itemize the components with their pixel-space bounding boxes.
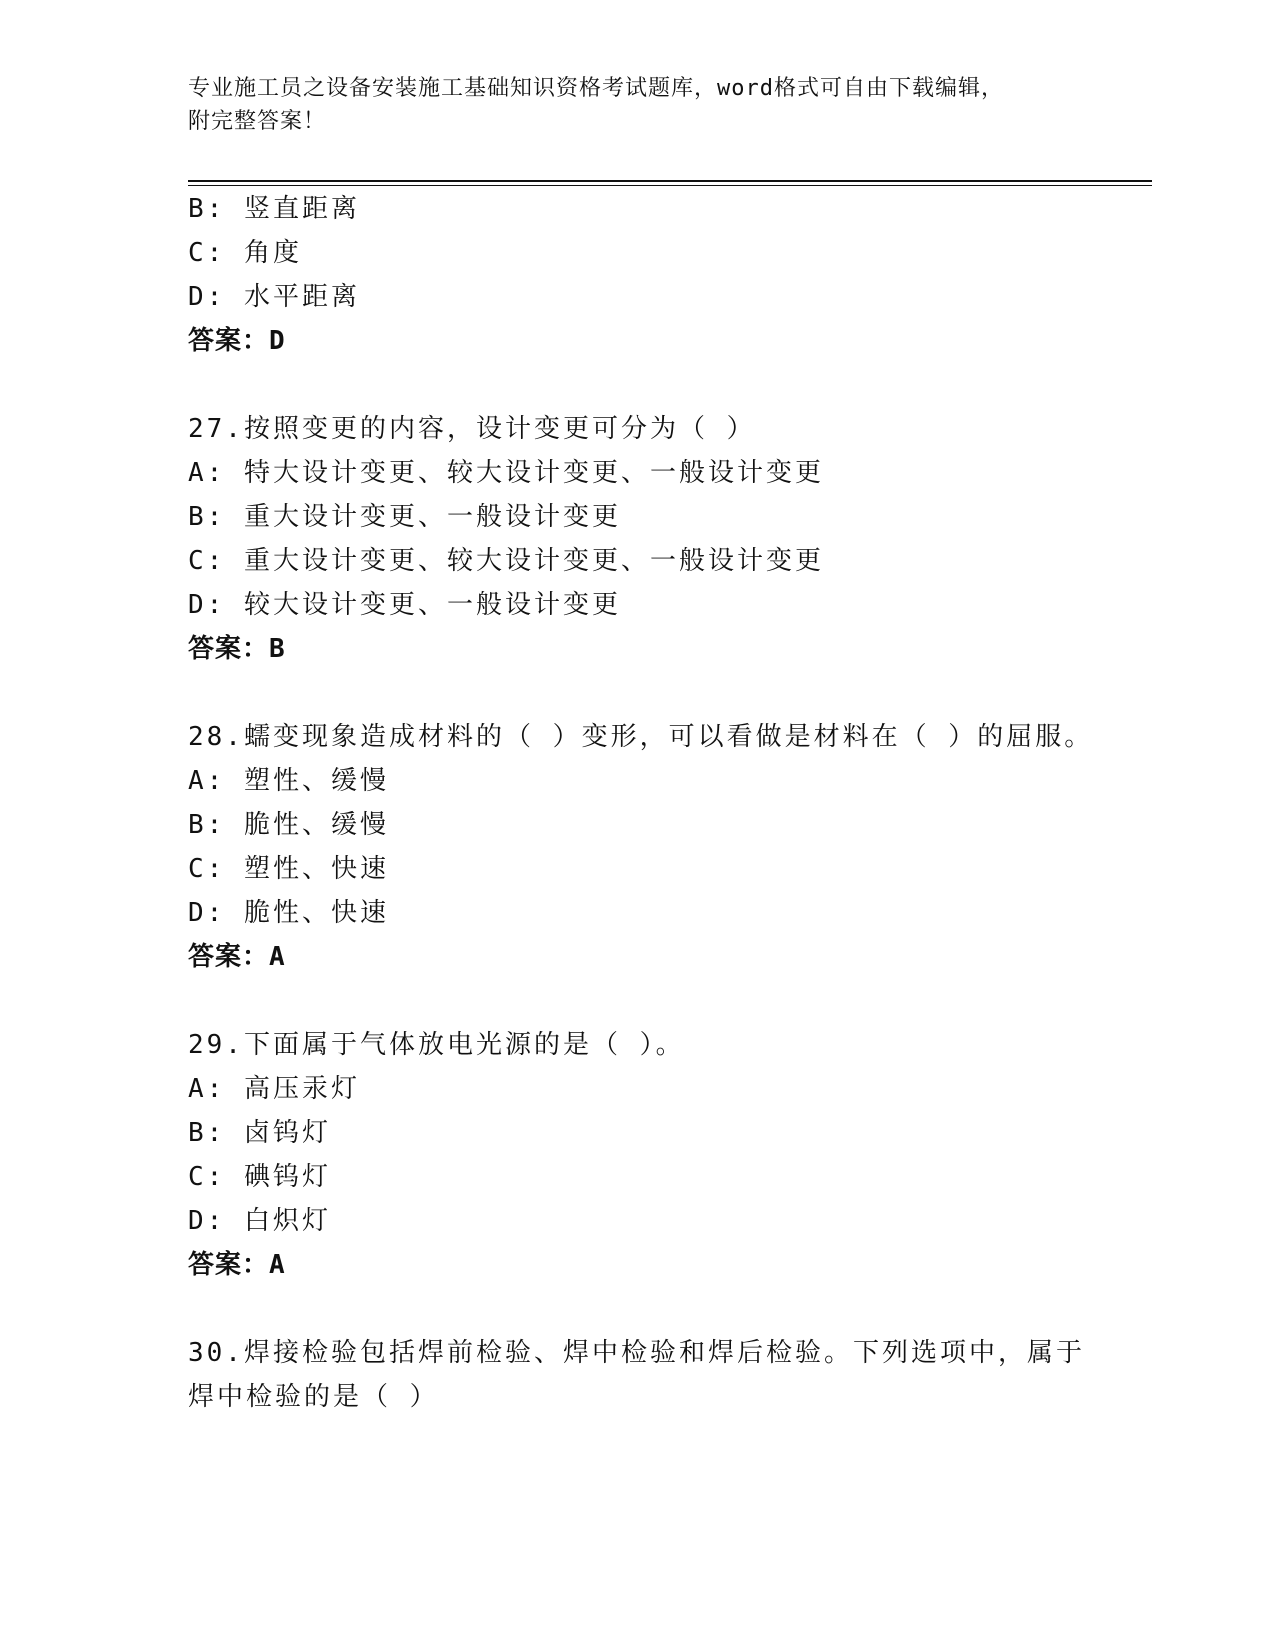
q29-answer: 答案：A — [188, 1250, 286, 1280]
q28-option-a: A: 塑性、缓慢 — [188, 766, 389, 796]
q28-answer: 答案：A — [188, 942, 286, 972]
q28-option-b: B: 脆性、缓慢 — [188, 810, 389, 840]
q26-answer: 答案：D — [188, 326, 286, 356]
q29-option-a: A: 高压汞灯 — [188, 1074, 360, 1104]
q26-option-d: D: 水平距离 — [188, 282, 360, 312]
q29-question: 29.下面属于气体放电光源的是（ ）。 — [188, 1030, 685, 1060]
q26-option-c: C: 角度 — [188, 238, 302, 268]
q29-option-d: D: 白炽灯 — [188, 1206, 331, 1236]
q28-option-d: D: 脆性、快速 — [188, 898, 389, 928]
q27-option-d: D: 较大设计变更、一般设计变更 — [188, 590, 621, 620]
q26-option-b: B: 竖直距离 — [188, 194, 360, 224]
q29-option-c: C: 碘钨灯 — [188, 1162, 331, 1192]
header-line-1: 专业施工员之设备安装施工基础知识资格考试题库，word格式可自由下载编辑， — [188, 76, 1004, 101]
q29-option-b: B: 卤钨灯 — [188, 1118, 331, 1148]
q27-question: 27.按照变更的内容，设计变更可分为（ ） — [188, 414, 756, 444]
document-header — [188, 72, 1068, 138]
q30-question-line-1: 30.焊接检验包括焊前检验、焊中检验和焊后检验。下列选项中，属于 — [188, 1338, 1085, 1368]
q30-question-line-2: 焊中检验的是（ ） — [188, 1382, 439, 1412]
header-divider-thin — [188, 185, 1152, 186]
q27-answer: 答案：B — [188, 634, 286, 664]
q27-option-b: B: 重大设计变更、一般设计变更 — [188, 502, 621, 532]
q28-option-c: C: 塑性、快速 — [188, 854, 389, 884]
q27-option-a: A: 特大设计变更、较大设计变更、一般设计变更 — [188, 458, 824, 488]
q27-option-c: C: 重大设计变更、较大设计变更、一般设计变更 — [188, 546, 824, 576]
header-divider-thick — [188, 180, 1152, 182]
header-line-2: 附完整答案！ — [188, 109, 327, 134]
q28-question: 28.蠕变现象造成材料的（ ）变形，可以看做是材料在（ ）的屈服。 — [188, 722, 1094, 752]
